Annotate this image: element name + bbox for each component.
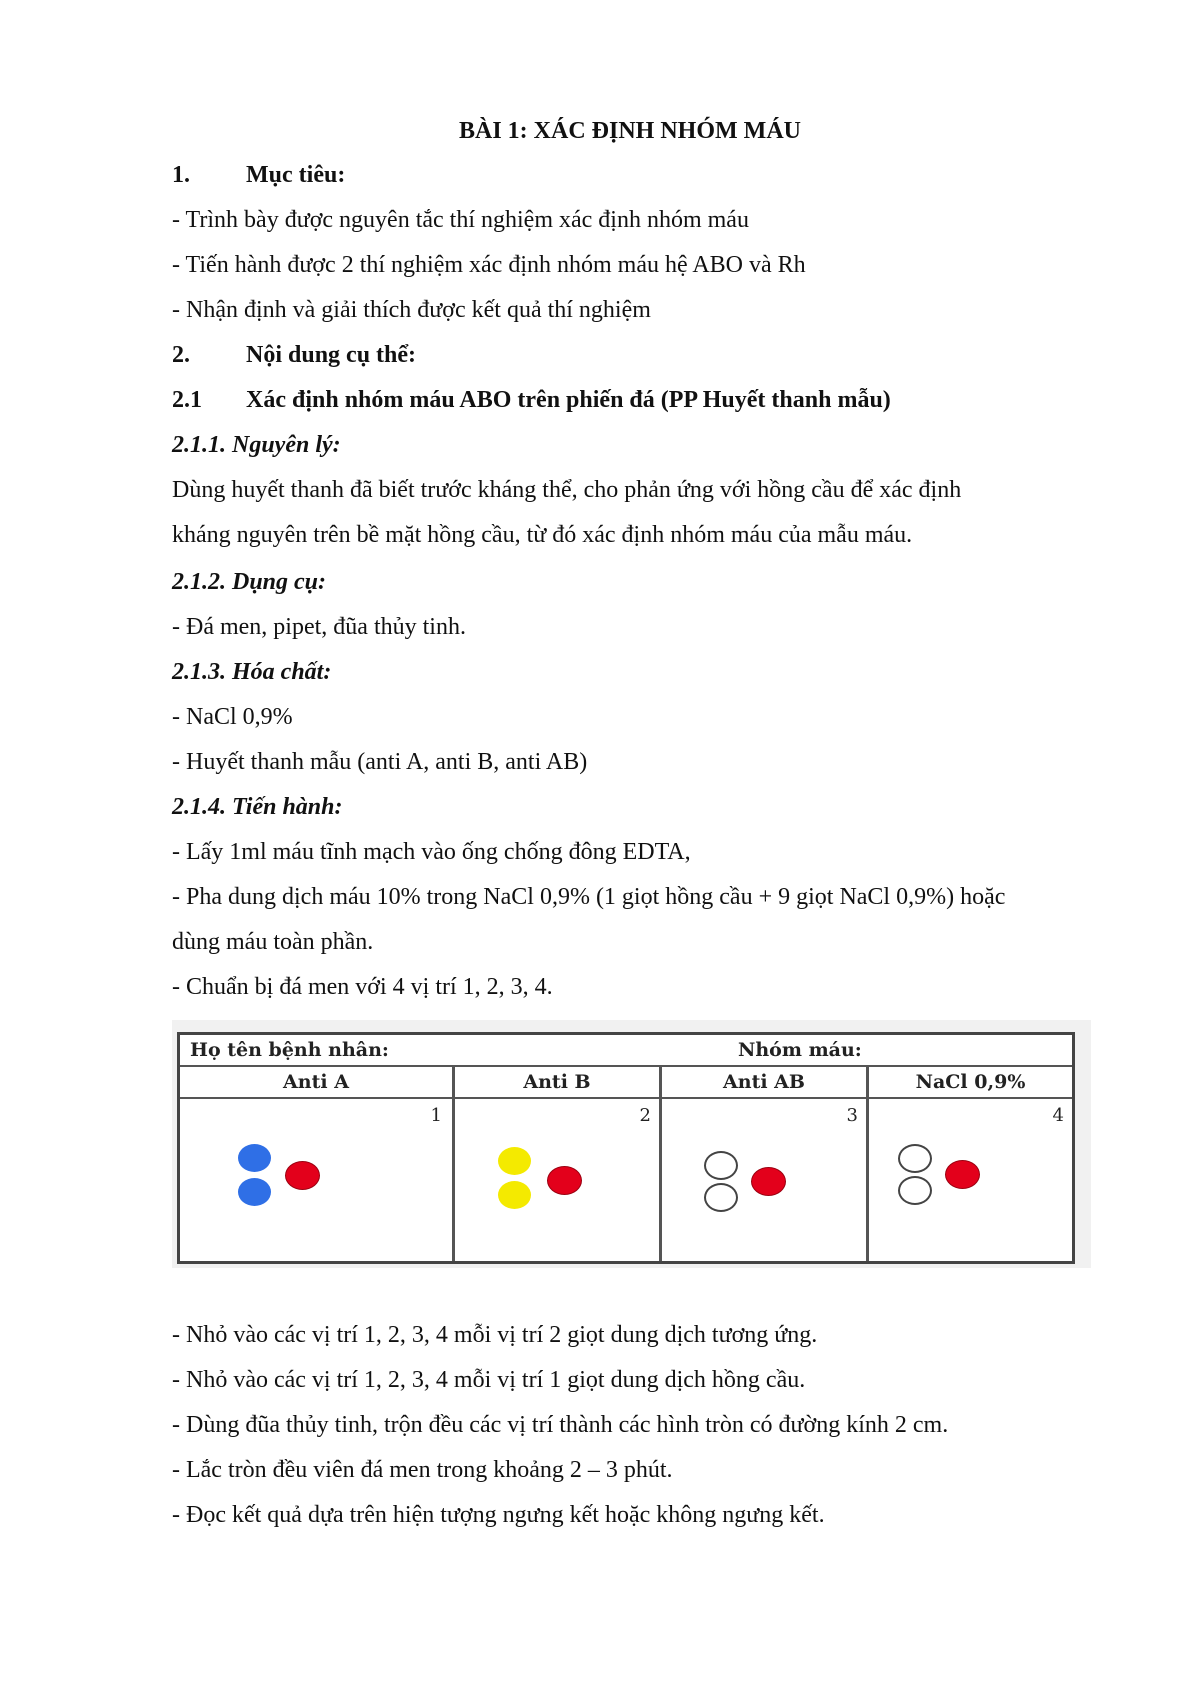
procedure-line: - Pha dung dịch máu 10% trong NaCl 0,9% (1 giọt hồng cầu + 9 giọt NaCl 0,9%) hoặc [172, 884, 1006, 910]
section-2-1-number: 2.1 [172, 387, 202, 413]
reagent-drop [898, 1144, 932, 1173]
reagent-drop [498, 1181, 531, 1209]
well-3 [662, 1099, 866, 1261]
blood-typing-figure [172, 1020, 1091, 1268]
procedure-line: - Chuẩn bị đá men với 4 vị trí 1, 2, 3, 4. [172, 974, 553, 1000]
well-1 [180, 1099, 452, 1261]
principle-line: Dùng huyết thanh đã biết trước kháng thể, cho phản ứng với hồng cầu để xác định [172, 477, 962, 503]
principle-heading: 2.1.1. Nguyên lý: [172, 432, 341, 458]
section-2-heading [172, 340, 416, 370]
reagent-drop [238, 1144, 271, 1172]
chemicals-heading: 2.1.3. Hóa chất: [172, 659, 332, 685]
column-header-nacl: NaCl 0,9% [869, 1067, 1072, 1099]
chemicals-line: - Huyết thanh mẫu (anti A, anti B, anti AB) [172, 749, 588, 775]
procedure-line: dùng máu toàn phần. [172, 929, 374, 955]
patient-name-label: Họ tên bệnh nhân: [190, 1039, 389, 1061]
goal-line: - Nhận định và giải thích được kết quả thí nghiệm [172, 297, 651, 323]
well-number: 1 [430, 1105, 442, 1126]
chemicals-line: - NaCl 0,9% [172, 704, 293, 730]
procedure-step: - Nhỏ vào các vị trí 1, 2, 3, 4 mỗi vị trí 1 giọt dung dịch hồng cầu. [172, 1367, 806, 1393]
page-title: BÀI 1: XÁC ĐỊNH NHÓM MÁU [459, 118, 801, 144]
reagent-drop [704, 1151, 738, 1180]
column-header-anti-b: Anti B [455, 1067, 659, 1099]
well-number: 2 [639, 1105, 651, 1126]
section-2-1-heading [172, 385, 891, 415]
section-1-heading [172, 160, 345, 190]
blood-drop [945, 1160, 980, 1189]
procedure-step: - Nhỏ vào các vị trí 1, 2, 3, 4 mỗi vị trí 2 giọt dung dịch tương ứng. [172, 1322, 818, 1348]
well-number: 4 [1052, 1105, 1064, 1126]
reagent-drop [498, 1147, 531, 1175]
blood-drop [751, 1167, 786, 1196]
procedure-line: - Lấy 1ml máu tĩnh mạch vào ống chống đông EDTA, [172, 839, 691, 865]
blood-drop [547, 1166, 582, 1195]
section-1-number: 1. [172, 162, 190, 188]
well-number: 3 [846, 1105, 858, 1126]
blood-drop [285, 1161, 320, 1190]
reagent-drop [704, 1183, 738, 1212]
goal-line: - Trình bày được nguyên tắc thí nghiệm xác định nhóm máu [172, 207, 749, 233]
section-2-1-label: Xác định nhóm máu ABO trên phiến đá (PP Huyết thanh mẫu) [246, 387, 891, 413]
tools-line: - Đá men, pipet, đũa thủy tinh. [172, 614, 466, 640]
procedure-heading: 2.1.4. Tiến hành: [172, 794, 343, 820]
principle-line: kháng nguyên trên bề mặt hồng cầu, từ đó xác định nhóm máu của mẫu máu. [172, 522, 913, 548]
well-4 [869, 1099, 1072, 1261]
reagent-drop [898, 1176, 932, 1205]
tools-heading: 2.1.2. Dụng cụ: [172, 569, 327, 595]
blood-group-label: Nhóm máu: [738, 1039, 862, 1061]
procedure-step: - Đọc kết quả dựa trên hiện tượng ngưng kết hoặc không ngưng kết. [172, 1502, 825, 1528]
column-header-anti-a: Anti A [180, 1067, 452, 1099]
section-2-label: Nội dung cụ thể: [246, 342, 417, 368]
reagent-drop [238, 1178, 271, 1206]
well-2 [455, 1099, 659, 1261]
blood-typing-table [177, 1032, 1075, 1264]
procedure-step: - Dùng đũa thủy tinh, trộn đều các vị trí thành các hình tròn có đường kính 2 cm. [172, 1412, 949, 1438]
column-header-anti-ab: Anti AB [662, 1067, 866, 1099]
goal-line: - Tiến hành được 2 thí nghiệm xác định nhóm máu hệ ABO và Rh [172, 252, 806, 278]
procedure-step: - Lắc tròn đều viên đá men trong khoảng 2 – 3 phút. [172, 1457, 673, 1483]
table-header-row [180, 1035, 1072, 1067]
section-1-label: Mục tiêu: [246, 162, 346, 188]
section-2-number: 2. [172, 342, 190, 368]
